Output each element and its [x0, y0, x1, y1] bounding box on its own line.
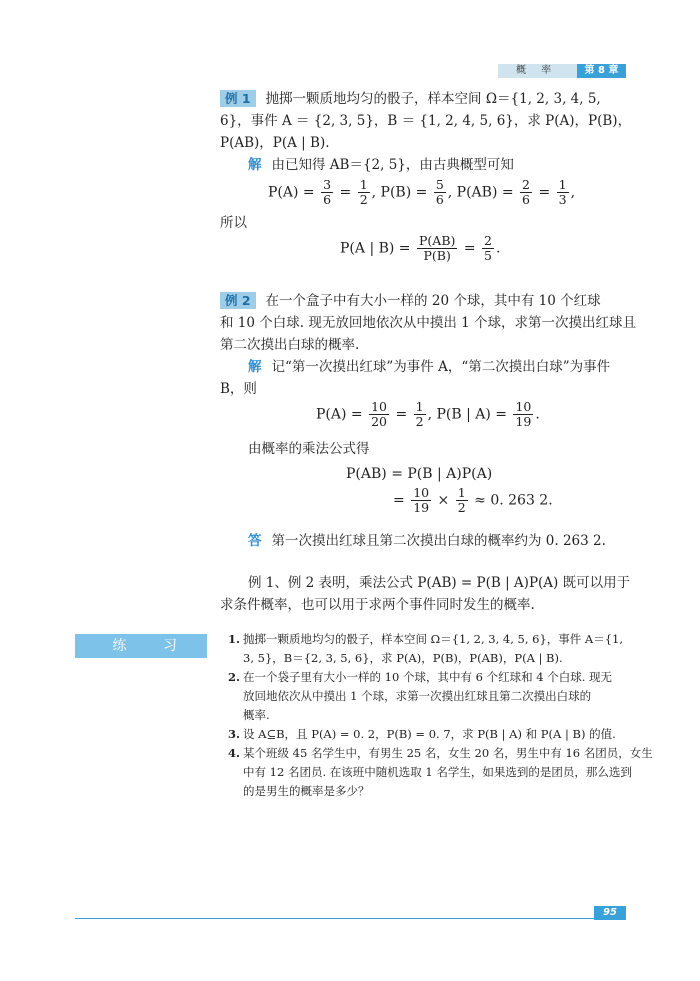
exercise-title: 练 习	[75, 634, 207, 658]
example2-equation2: P(AB) = P(B | A)P(A)	[346, 466, 493, 482]
example2-tag: 例 2	[220, 292, 256, 309]
therefore-label: 所以	[220, 215, 247, 231]
example2-answer: 答 第一次摸出红球且第二次摸出白球的概率约为 0. 263 2.	[248, 533, 606, 549]
fraction: $\frac{P(AB)}{P(B)}$	[419, 233, 456, 263]
summary-line2: 求条件概率，也可以用于求两个事件同时发生的概率.	[220, 597, 535, 613]
fraction: $\frac{2}{6}$	[522, 177, 530, 207]
example1-tag: 例 1	[220, 90, 256, 107]
fraction: $\frac{1}{2}$	[359, 177, 368, 207]
fraction: $\frac{1}{2}$	[457, 485, 466, 515]
fraction: $\frac{1}{3}$	[558, 177, 567, 207]
solution-tag: 解	[248, 157, 262, 173]
page-number: 95	[594, 906, 626, 920]
exercise-item-2: 2. 在一个袋子里有大小一样的 10 个球，其中有 6 个红球和 4 个白球. 现无 放回地依次从中摸出 1 个球，求第一次摸出红球且第二次摸出白球的 概率.	[228, 670, 613, 722]
example1-line2: 6}，事件 A ＝ {2, 3, 5}，B ＝ {1, 2, 4, 5, 6}，求 P(A)，P(B)，	[220, 113, 632, 129]
fraction: $\frac{2}{5}$	[484, 233, 492, 263]
example2-solution-line2: B，则	[220, 381, 257, 397]
multiplication-rule-line: 由概率的乘法公式得	[248, 441, 370, 457]
exercise-item-3: 3. 设 A⊆B，且 P(A) = 0. 2，P(B) = 0. 7，求 P(B | A) 和 P(A | B) 的值.	[228, 727, 616, 741]
fraction: $\frac{10}{19}$	[515, 399, 532, 429]
footer-line	[75, 918, 625, 919]
fraction: $\frac{1}{2}$	[415, 399, 424, 429]
example2-line3: 第二次摸出白球的概率.	[220, 337, 360, 353]
example2-solution: 解 记“第一次摸出红球”为事件 A，“第二次摸出白球”为事件	[248, 359, 611, 375]
example2-line2: 和 10 个白球. 现无放回地依次从中摸出 1 个球，求第一次摸出红球且	[220, 315, 637, 331]
example1-solution: 解 由已知得 AB＝{2, 5}，由古典概型可知	[248, 157, 514, 173]
example2-line1: 例 2 在一个盒子中有大小一样的 20 个球，其中有 10 个红球	[220, 290, 628, 312]
example1-line3: P(AB)，P(A | B).	[220, 135, 330, 151]
example2-equation3: = $\frac{10}{19}$ × $\frac{1}{2}$ ≈ 0. 263 2.	[393, 485, 553, 515]
exercise-item-1: 1. 抛掷一颗质地均匀的骰子，样本空间 Ω＝{1, 2, 3, 4, 5, 6}，事件 A＝{1, 3, 5}，B＝{2, 3, 5, 6}，求 P(A)，P(B)，P(AB)，P(A | B).	[228, 632, 624, 665]
example1-line1: 例 1 抛掷一颗质地均匀的骰子，样本空间 Ω＝{1, 2, 3, 4, 5,	[220, 88, 628, 110]
fraction: $\frac{3}{6}$	[323, 177, 332, 207]
example1-equation2: P(A | B) = $\frac{P(AB)}{P(B)}$ = $\frac{2}{5}$ .	[340, 233, 501, 263]
example2-equation1: P(A) = $\frac{10}{20}$ = $\frac{1}{2}$ , P(B | A) = $\frac{10}{19}$ .	[316, 399, 540, 429]
summary-line1: 例 1、例 2 表明，乘法公式 P(AB) = P(B | A)P(A) 既可以用于	[248, 575, 631, 591]
example1-equation1: P(A) = $\frac{3}{6}$ = $\frac{1}{2}$ , P(B) = $\frac{5}{6}$ , P(AB) = $\frac{2}{6}$ = $\frac{1}{3}$ ,	[268, 177, 576, 207]
answer-tag: 答	[248, 533, 262, 549]
chapter-badge: 第 8 章	[577, 64, 626, 78]
fraction: $\frac{10}{19}$	[413, 485, 430, 515]
section-title: 概 率	[516, 65, 558, 76]
fraction: $\frac{5}{6}$	[435, 177, 444, 207]
fraction: $\frac{10}{20}$	[371, 399, 387, 429]
solution-tag: 解	[248, 359, 262, 375]
exercise-item-4: 4. 某个班级 45 名学生中，有男生 25 名，女生 20 名，男生中有 16 名团员，女生 中有 12 名团员. 在该班中随机选取 1 名学生，如果选到的是团员，那么选到 的是男生的概率是多少？	[228, 746, 653, 798]
